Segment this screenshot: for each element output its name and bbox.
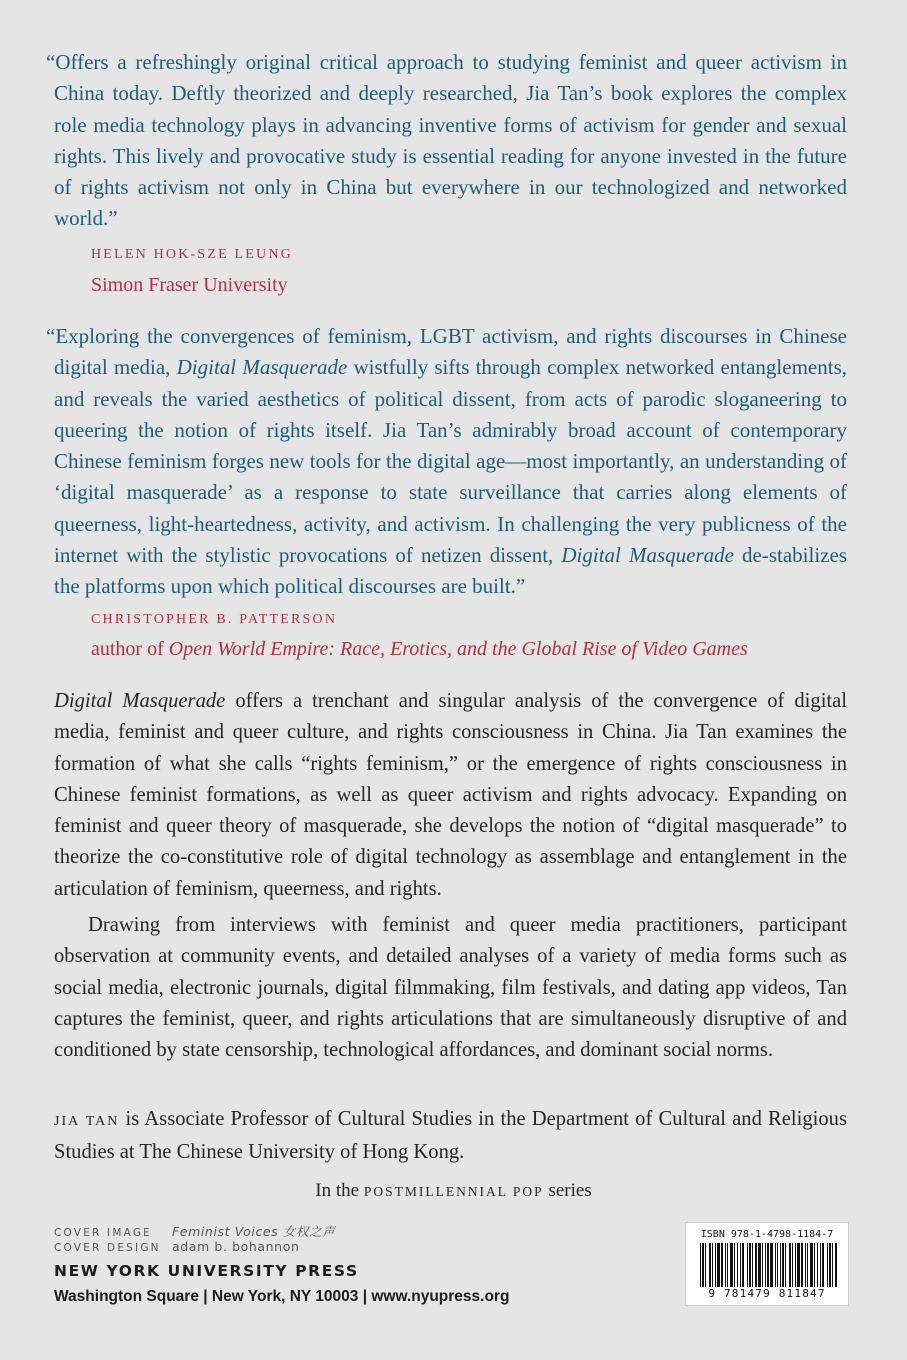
- description-p1-text: offers a trenchant and singular analysis of the convergence of digital media, feminist and queer culture, and rights consciousness in China. Jia Tan examines the formation of what she calls “rights feminism,” or the emergence of rights consciousness in Chinese feminist formations, as well as queer activism and rights advocacy. Expanding on feminist and queer theory of masquerade, she develops the notion of “digital masquerade” to theorize the co-constitutive role of digital technology as assemblage and entanglement in the articulation of feminism, queerness, and rights.: [54, 690, 847, 900]
- barcode-bar: [749, 1243, 751, 1287]
- barcode-bar: [765, 1243, 766, 1287]
- barcode-bar: [777, 1243, 778, 1287]
- quote-2-book-title-2: Digital Masquerade: [561, 543, 734, 568]
- barcode-bar: [758, 1243, 761, 1287]
- barcode-bar: [820, 1243, 821, 1287]
- quote-1-author: HELEN HOK-SZE LEUNG: [91, 247, 293, 262]
- barcode-bar: [725, 1243, 726, 1287]
- description-book-title: Digital Masquerade: [54, 690, 226, 712]
- barcode-bar: [801, 1243, 803, 1287]
- cover-image-value: Feminist Voices 女权之声: [172, 1224, 336, 1239]
- barcode-bar: [734, 1243, 735, 1287]
- barcode-bar: [730, 1243, 733, 1287]
- barcode-bar: [814, 1243, 815, 1287]
- quote-2-text: [46, 321, 848, 603]
- barcode-bar: [805, 1243, 806, 1287]
- barcode-bar: [727, 1243, 728, 1287]
- quote-2-part-3: de-stabilizes the platforms upon which political discourses are built.”: [54, 543, 848, 599]
- quote-2-affiliation: [91, 638, 748, 661]
- quote-1-text: “Offers a refreshingly original critical approach to studying feminist and queer activism in China today. Deftly theorized and deeply researched, Jia Tan’s book explores the complex role media technology plays in advancing inventive forms of activism for gender and sexual rights. This lively and provocative study is essential reading for anyone invested in the future of rights activism not only in China but everywhere in our technologized and networked world.”: [46, 50, 847, 231]
- barcode-bar: [827, 1243, 828, 1287]
- barcode-bar: [747, 1243, 748, 1287]
- endorsement-quote-1: [46, 47, 847, 235]
- barcode-bar: [717, 1243, 720, 1287]
- publisher-name: NEW YORK UNIVERSITY PRESS: [54, 1262, 359, 1280]
- series-name: POSTMILLENNIAL POP: [363, 1184, 544, 1199]
- quote-2-affiliation-book: Open World Empire: Race, Erotics, and the Global Rise of Video Games: [168, 638, 748, 660]
- description-paragraph-1: [54, 686, 847, 905]
- barcode-bar: [767, 1243, 769, 1287]
- barcode-bar: [832, 1243, 833, 1287]
- quote-2-part-2: wistfully sifts through complex networked entanglements, and reveals the varied aesthetics of political dissent, from acts of parodic sloganeering to queering the notion of rights itself. Jia Tan’s admirably broad account of contemporary Chinese feminism forges new tools for the digital age—most importantly, an understanding of ‘digital masquerade’ as a response to state surveillance that carries along elements of queerness, light-heartedness, activity, and activism. In challenging the very publicness of the internet with the stylistic provocations of netizen dissent,: [54, 355, 847, 568]
- barcode-bar: [737, 1243, 738, 1287]
- barcode-bar: [797, 1243, 800, 1287]
- cover-image-label: COVER IMAGE: [54, 1227, 152, 1239]
- quote-2-author: CHRISTOPHER B. PATTERSON: [91, 612, 338, 627]
- publisher-address: Washington Square | New York, NY 10003 | www.nyupress.org: [54, 1288, 510, 1305]
- series-suffix: series: [543, 1180, 592, 1201]
- isbn-label: ISBN 978-1-4798-1184-7: [700, 1229, 834, 1240]
- quote-2-book-title-1: Digital Masquerade: [176, 355, 348, 380]
- barcode-bar: [822, 1243, 824, 1287]
- barcode-bar: [770, 1243, 773, 1287]
- author-bio-text: is Associate Professor of Cultural Studies in the Department of Cultural and Religious Studies at The Chinese University of Hong Kong.: [54, 1108, 847, 1164]
- barcode-bar: [709, 1243, 711, 1287]
- quote-2-part-1: “Exploring the convergences of feminism, LGBT activism, and rights discourses in Chinese digital media,: [46, 324, 847, 380]
- isbn-barcode: [685, 1222, 849, 1306]
- quote-1-affiliation: Simon Fraser University: [91, 274, 288, 296]
- cover-design-label: COVER DESIGN: [54, 1242, 161, 1254]
- barcode-bar: [785, 1243, 786, 1287]
- series-line: [0, 1180, 907, 1202]
- cover-image-credit: [54, 1222, 335, 1240]
- endorsement-quote-2: [46, 321, 848, 603]
- author-bio: [54, 1104, 847, 1169]
- book-description: [54, 686, 847, 1067]
- barcode-bar: [782, 1243, 784, 1287]
- barcode-bar: [775, 1243, 776, 1287]
- barcode-bar: [817, 1243, 818, 1287]
- barcode-bar: [715, 1243, 716, 1287]
- barcode-digits: 9 781479 811847: [708, 1287, 826, 1300]
- barcode-bar: [721, 1243, 723, 1287]
- barcode-bar: [755, 1243, 757, 1287]
- barcode-bar: [795, 1243, 796, 1287]
- barcode-bar: [702, 1243, 704, 1287]
- barcode-bar: [829, 1243, 831, 1287]
- series-prefix: In the: [315, 1180, 364, 1201]
- cover-design-credit: [54, 1239, 299, 1254]
- author-bio-paragraph: [54, 1104, 847, 1169]
- barcode-bar: [762, 1243, 763, 1287]
- barcode-bar: [742, 1243, 744, 1287]
- barcode-bar: [807, 1243, 808, 1287]
- barcode-bar: [712, 1243, 713, 1287]
- barcode-bar: [740, 1243, 741, 1287]
- description-paragraph-2: Drawing from interviews with feminist and queer media practitioners, participant observation at community events, and detailed analyses of a variety of media forms such as social media, electronic journals, digital filmmaking, film festivals, and dating app videos, Tan captures the feminist, queer, and rights articulations that are simultaneously disruptive of and conditioned by state censorship, technological affordances, and dominant social norms.: [54, 914, 847, 1062]
- barcode-bar: [789, 1243, 791, 1287]
- barcode-bar: [705, 1243, 706, 1287]
- barcode-bar: [792, 1243, 793, 1287]
- cover-design-value: adam b. bohannon: [172, 1239, 300, 1254]
- barcode-bar: [700, 1243, 701, 1287]
- barcode-bar: [780, 1243, 781, 1287]
- barcode-bar: [810, 1243, 813, 1287]
- quote-2-affiliation-prefix: author of: [91, 638, 169, 660]
- author-name: JIA TAN: [54, 1114, 120, 1129]
- barcode-bar: [752, 1243, 753, 1287]
- barcode-bar: [835, 1243, 837, 1287]
